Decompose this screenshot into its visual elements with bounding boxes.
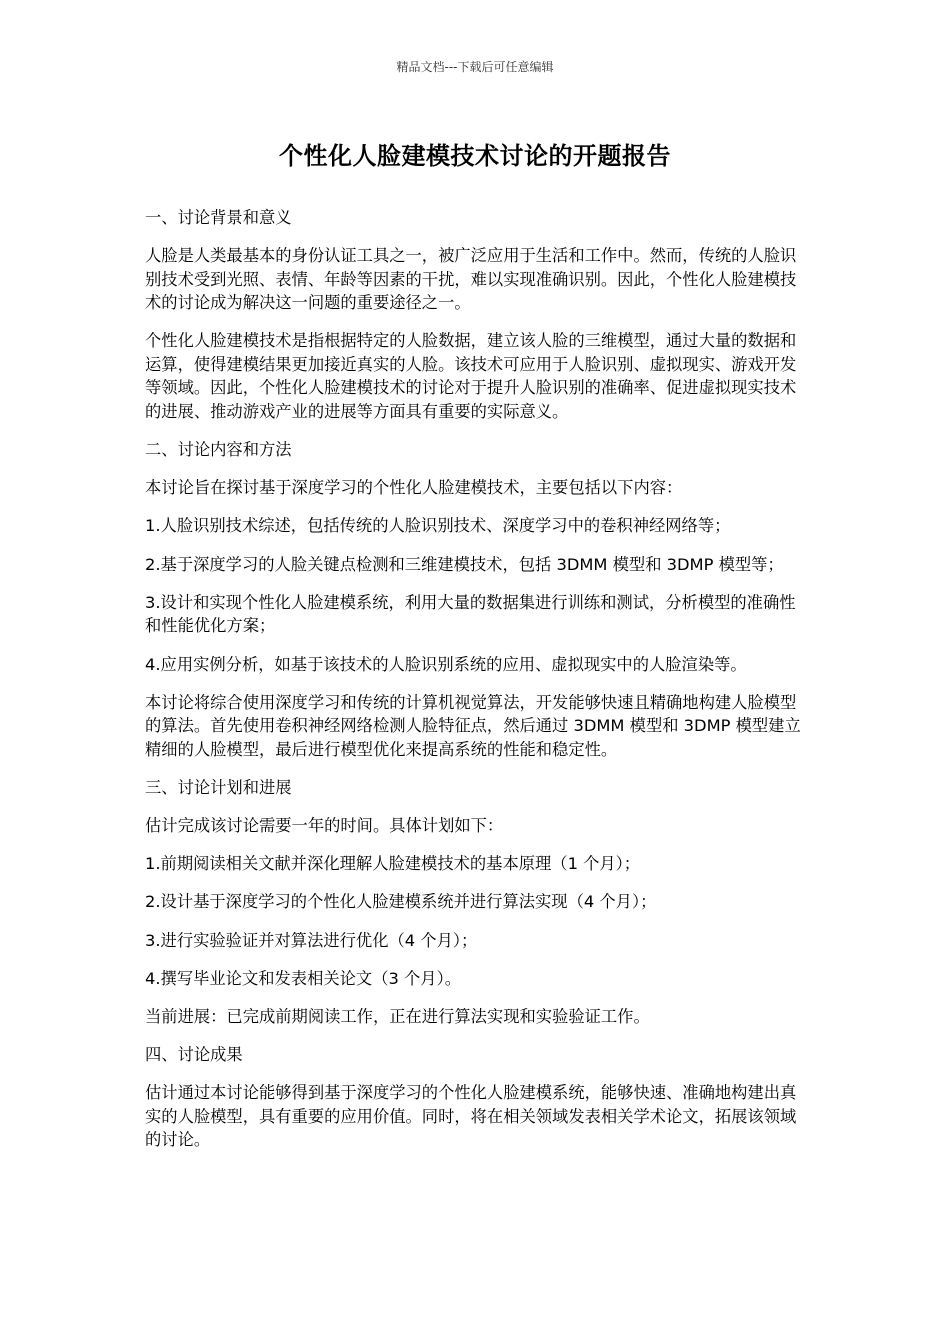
paragraph: 估计通过本讨论能够得到基于深度学习的个性化人脸建模系统，能够快速、准确地构建出真实的人脸模型，具有重要的应用价值。同时，将在相关领域发表相关学术论文，拓展该领域的讨论。 [145, 1083, 797, 1150]
section-heading-content-methods: 二、讨论内容和方法 [145, 440, 292, 460]
list-item: 1.前期阅读相关文献并深化理解人脸建模技术的基本原理（1 个月）； [145, 854, 641, 874]
paragraph: 当前进展：已完成前期阅读工作，正在进行算法实现和实验验证工作。 [145, 1007, 650, 1026]
section-heading-plan-progress: 三、讨论计划和进展 [145, 777, 292, 797]
paragraph: 估计完成该讨论需要一年的时间。具体计划如下： [145, 816, 504, 836]
list-item: 4.撰写毕业论文和发表相关论文（3 个月）。 [145, 968, 461, 988]
document-body [145, 206, 807, 1167]
paragraph: 本讨论旨在探讨基于深度学习的个性化人脸建模技术，主要包括以下内容： [145, 478, 683, 498]
page-header-note: 精品文档---下载后可任意编辑 [396, 60, 554, 74]
list-item: 4.应用实例分析，如基于该技术的人脸识别系统的应用、虚拟现实中的人脸渲染等。 [145, 654, 747, 674]
document-title: 个性化人脸建模技术讨论的开题报告 [279, 142, 671, 170]
section-heading-results: 四、讨论成果 [145, 1045, 243, 1065]
paragraph: 人脸是人类最基本的身份认证工具之一，被广泛应用于生活和工作中。然而，传统的人脸识别技术受到光照、表情、年龄等因素的干扰，难以实现准确识别。因此，个性化人脸建模技术的讨论成为解决这一问题的重要途径之一。 [145, 246, 797, 313]
paragraph: 个性化人脸建模技术是指根据特定的人脸数据，建立该人脸的三维模型，通过大量的数据和运算，使得建模结果更加接近真实的人脸。该技术可应用于人脸识别、虚拟现实、游戏开发等领域。因此，个性化人脸建模技术的讨论对于提升人脸识别的准确率、促进虚拟现实技术的进展、推动游戏产业的进展等方面具有重要的实际意义。 [145, 331, 797, 421]
list-item: 3.进行实验验证并对算法进行优化（4 个月）； [145, 930, 478, 950]
list-item: 2.设计基于深度学习的个性化人脸建模系统并进行算法实现（4 个月）； [145, 892, 657, 912]
list-item: 1.人脸识别技术综述，包括传统的人脸识别技术、深度学习中的卷积神经网络等； [145, 516, 731, 536]
list-item: 2.基于深度学习的人脸关键点检测和三维建模技术，包括 3DMM 模型和 3DMP 模型等； [145, 554, 784, 574]
list-item: 3.设计和实现个性化人脸建模系统，利用大量的数据集进行训练和测试，分析模型的准确性和性能优化方案； [145, 592, 796, 636]
paragraph: 本讨论将综合使用深度学习和传统的计算机视觉算法，开发能够快速且精确地构建人脸模型的算法。首先使用卷积神经网络检测人脸特征点，然后通过 3DMM 模型和 3DMP 模型建立精细的人脸模型，最后进行模型优化来提高系统的性能和稳定性。 [145, 692, 801, 759]
section-heading-background: 一、讨论背景和意义 [145, 208, 292, 227]
